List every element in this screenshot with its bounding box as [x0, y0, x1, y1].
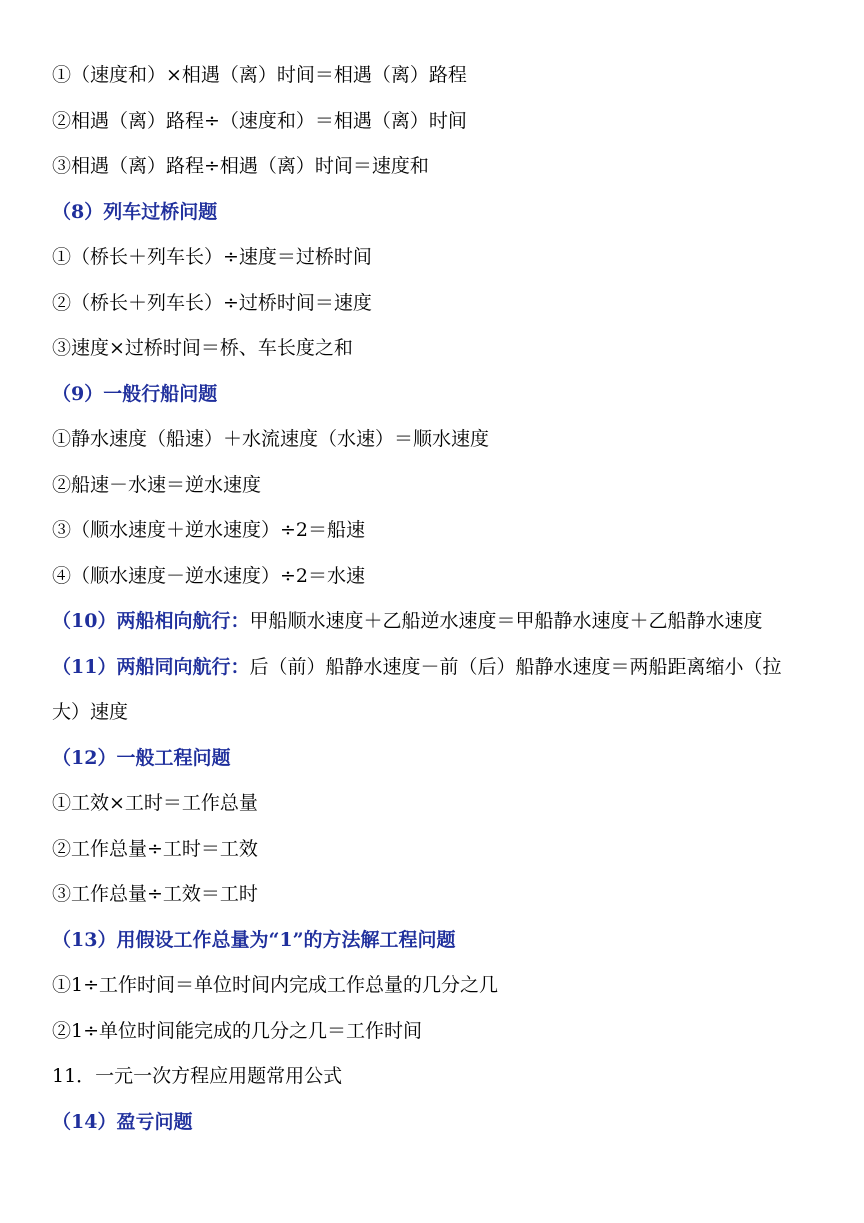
text-line: 大）速度 [52, 701, 129, 723]
text-line: ②工作总量÷工时＝工效 [52, 838, 258, 860]
text-line: ③工作总量÷工效＝工时 [52, 883, 258, 905]
text-line: ①（桥长＋列车长）÷速度＝过桥时间 [52, 246, 372, 268]
section-heading: （12）一般工程问题 [52, 747, 231, 769]
text-line: ①静水速度（船速）＋水流速度（水速）＝顺水速度 [52, 428, 490, 450]
text-line: 11．一元一次方程应用题常用公式 [52, 1065, 343, 1087]
text-line: ①工效×工时＝工作总量 [52, 792, 258, 814]
text-line: ④（顺水速度－逆水速度）÷2＝水速 [52, 565, 366, 587]
section-heading [52, 609, 834, 633]
heading-formula: 后（前）船静水速度－前（后）船静水速度＝两船距离缩小（拉 [249, 656, 782, 678]
text-line: ②（桥长＋列车长）÷过桥时间＝速度 [52, 292, 372, 314]
text-line: ①（速度和）×相遇（离）时间＝相遇（离）路程 [52, 64, 467, 86]
text-line: ②相遇（离）路程÷（速度和）＝相遇（离）时间 [52, 110, 467, 132]
text-line: ②船速－水速＝逆水速度 [52, 474, 262, 496]
section-heading: （13）用假设工作总量为“1”的方法解工程问题 [52, 929, 456, 951]
text-line: ①1÷工作时间＝单位时间内完成工作总量的几分之几 [52, 974, 499, 996]
heading-formula: 甲船顺水速度＋乙船逆水速度＝甲船静水速度＋乙船静水速度 [249, 610, 763, 632]
section-heading: （8）列车过桥问题 [52, 201, 218, 223]
heading-label: （11）两船同向航行： [52, 656, 250, 678]
text-line: ③（顺水速度＋逆水速度）÷2＝船速 [52, 519, 366, 541]
heading-label: （10）两船相向航行： [52, 610, 250, 632]
section-heading: （14）盈亏问题 [52, 1111, 193, 1133]
text-line: ③速度×过桥时间＝桥、车长度之和 [52, 337, 353, 359]
text-line: ②1÷单位时间能完成的几分之几＝工作时间 [52, 1020, 423, 1042]
section-heading [52, 655, 834, 679]
text-line: ③相遇（离）路程÷相遇（离）时间＝速度和 [52, 155, 429, 177]
section-heading: （9）一般行船问题 [52, 383, 218, 405]
